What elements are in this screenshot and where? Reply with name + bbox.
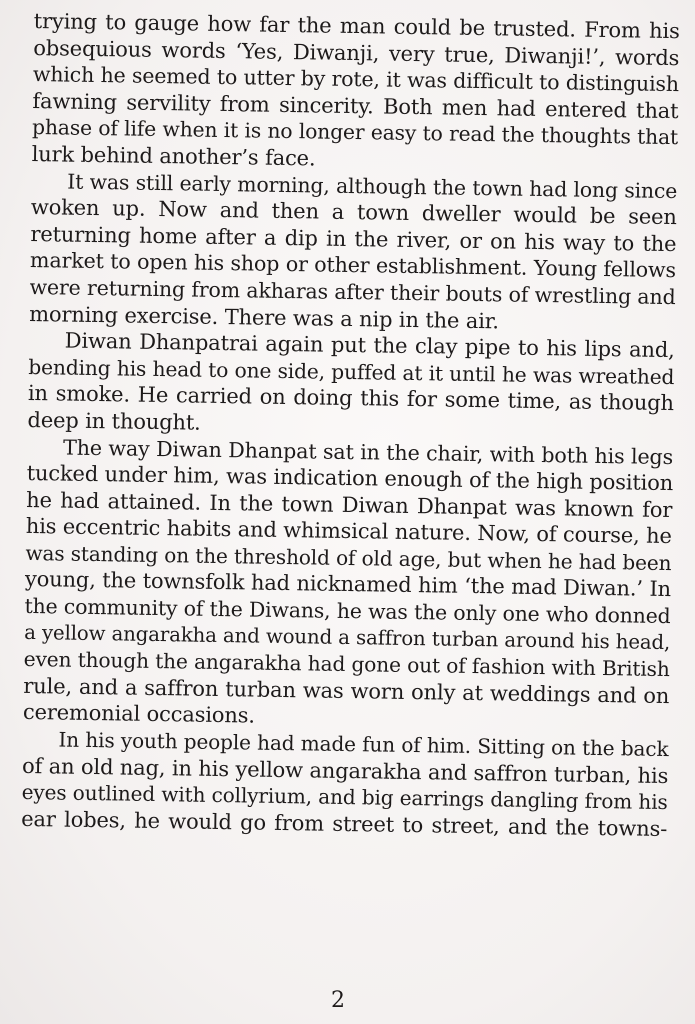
paragraph-1 [31,8,679,178]
text-line: even though the angarakha had gone out of fashion with British [23,647,670,682]
text-line: bending his head to one side, puffed at it until he was wreathed [28,354,675,389]
text-line: rule, and a saffron turban was worn only at weddings and on [23,673,670,708]
text-line: deep in thought. [27,407,201,435]
text-line: In his youth people had made fun of him. Sitting on the back [58,727,669,762]
text-line: was standing on the threshold of old age, but when he had been [25,540,672,575]
text-line: obsequious words ‘Yes, Diwanji, very true, Diwanji!’, words [33,35,680,70]
paragraph-3 [27,327,675,444]
text-line: The way Diwan Dhanpat sat in the chair, with both his legs [62,435,674,469]
paragraph-4 [23,433,674,736]
text-line: of an old nag, in his yellow angarakha and saffron turban, his [21,753,669,788]
text-line: were returning from akharas after their bouts of wrestling and [29,274,676,310]
text-line: market to open his shop or other establishment. Young fellows [29,248,677,283]
text-line: fawning servility from sincerity. Both men had entered that [32,88,679,123]
text-line: his eccentric habits and whimsical nature. Now, of course, he [25,514,672,549]
paragraph-5 [21,726,669,843]
text-line: Diwan Dhanpatrai again put the clay pipe to his lips and, [64,328,675,363]
text-line: morning exercise. There was a nip in the air. [29,301,500,333]
text-line: It was still early morning, although the town had long since [67,169,678,203]
page-number: 2 [331,988,345,1013]
text-line: woken up. Now and then a town dweller would be seen [30,195,677,230]
text-line: eyes outlined with collyrium, and big earrings dangling from his [21,780,668,815]
text-line: which he seemed to utter by rote, it was difficult to distinguish [32,62,680,97]
text-line: in smoke. He carried on doing this for some time, as though [27,381,675,416]
paragraph-2 [29,168,677,338]
text-line: ear lobes, he would go from street to street, and the towns- [21,806,668,841]
text-line: trying to gauge how far the man could be trusted. From his [33,8,680,44]
text-line: a yellow angarakha and wound a saffron turban around his head, [24,620,671,654]
text-line: young, the townsfolk had nicknamed him ‘the mad Diwan.’ In [24,567,672,602]
text-line: he had attained. In the town Diwan Dhanpat was known for [26,487,673,522]
text-line: returning home after a dip in the river, or on his way to the [30,221,677,256]
body-text [21,8,680,842]
text-line: ceremonial occasions. [22,700,256,728]
text-line: the community of the Diwans, he was the only one who donned [24,593,671,629]
text-line: phase of life when it is no longer easy to read the thoughts that [31,115,679,150]
text-line: lurk behind another’s face. [31,141,316,171]
text-line: tucked under him, was indication enough of the high position [26,461,674,496]
